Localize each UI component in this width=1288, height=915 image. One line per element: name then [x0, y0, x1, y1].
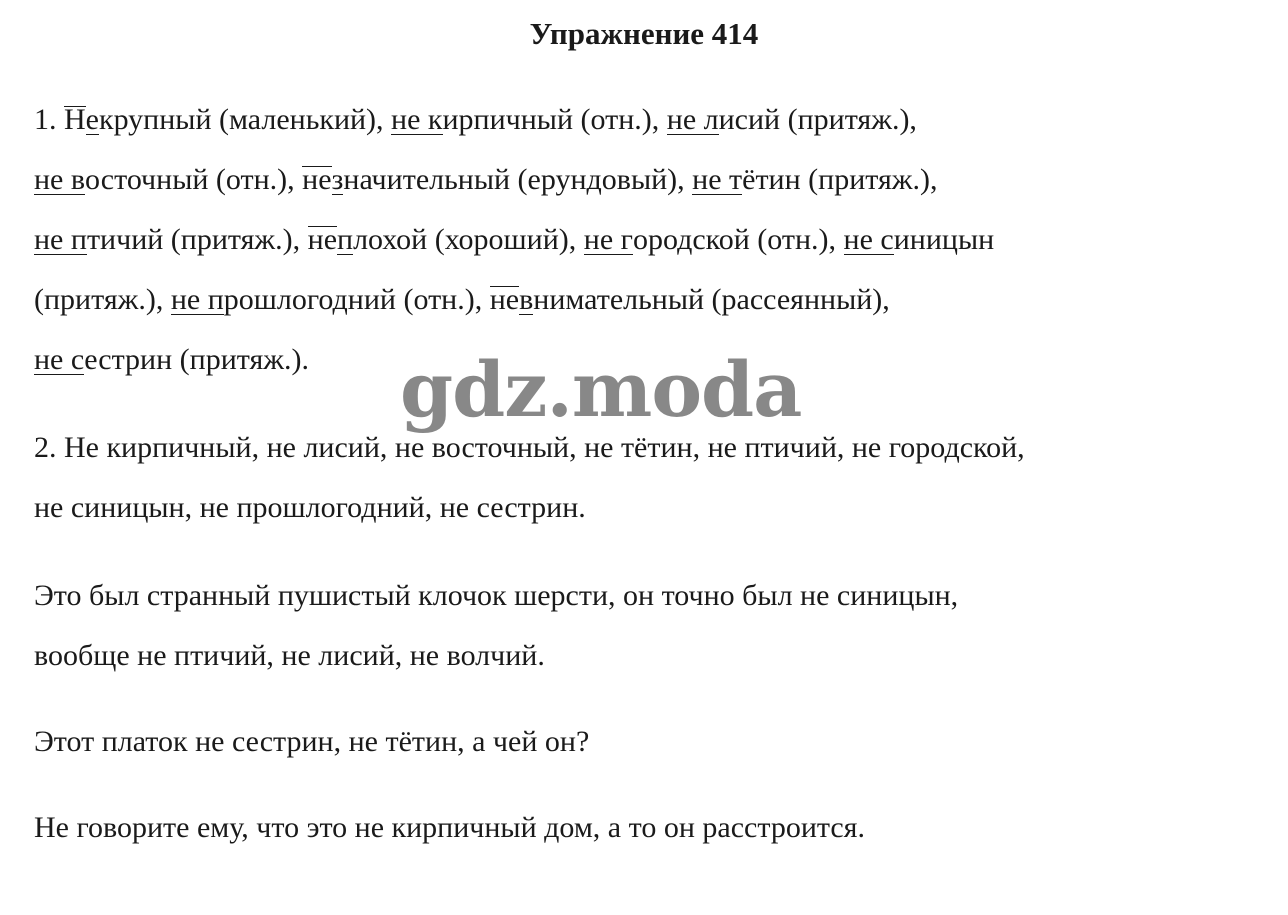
part1-line-4: [34, 280, 890, 320]
word-text: тичий (притяж.),: [86, 223, 308, 256]
part1-line-5: [34, 340, 309, 380]
part2-line-1: 2. Не кирпичный, не лисий, не восточный, не тётин, не птичий, не городской,: [34, 431, 1025, 464]
word-text: осточный (отн.),: [85, 163, 303, 196]
word-text: естрин (притяж.).: [84, 343, 309, 376]
separate-ne-mark: не к: [391, 100, 442, 140]
word-text: ётин (притяж.),: [742, 163, 938, 196]
separate-ne-mark: не л: [667, 100, 719, 140]
word-text: ородской (отн.),: [632, 223, 844, 256]
prefix-mark: не: [302, 160, 331, 200]
separate-ne-mark: не с: [844, 220, 894, 260]
separate-ne-mark: не т: [692, 160, 742, 200]
part1-line-3: [34, 220, 994, 260]
word-text: исий (притяж.),: [718, 103, 917, 136]
exercise-title: Упражнение 414: [529, 16, 759, 51]
part1-line-2: [34, 160, 938, 200]
sentence-1-line-2: вообще не птичий, не лисий, не волчий.: [34, 639, 545, 672]
part1-line-1: [34, 100, 917, 140]
prefix-mark: не: [308, 220, 337, 260]
prefix-mark: Н: [64, 100, 86, 140]
sentence-2: Этот платок не сестрин, не тётин, а чей он?: [34, 725, 590, 758]
item-number: 1.: [34, 103, 64, 136]
separate-ne-mark: не в: [34, 160, 85, 200]
word-text: крупный (маленький),: [99, 103, 392, 136]
watermark-logo: gdz.moda: [400, 345, 802, 434]
root-mark: е: [86, 100, 99, 140]
word-text: иницын: [893, 223, 995, 256]
root-mark: з: [332, 160, 344, 200]
word-text: лохой (хороший),: [353, 223, 584, 256]
part2-line-2: не синицын, не прошлогодний, не сестрин.: [34, 491, 586, 524]
word-text: ирпичный (отн.),: [442, 103, 667, 136]
word-text: нимательный (рассеянный),: [533, 283, 890, 316]
separate-ne-mark: не г: [584, 220, 633, 260]
word-text: (притяж.),: [34, 283, 171, 316]
separate-ne-mark: не п: [34, 220, 87, 260]
word-text: рошлогодний (отн.),: [223, 283, 490, 316]
word-text: начительный (ерундовый),: [343, 163, 693, 196]
separate-ne-mark: не с: [34, 340, 84, 380]
sentence-1-line-1: Это был странный пушистый клочок шерсти, он точно был не синицын,: [34, 579, 959, 612]
sentence-3: Не говорите ему, что это не кирпичный дом, а то он расстроится.: [34, 811, 865, 844]
root-mark: п: [337, 220, 353, 260]
separate-ne-mark: не п: [171, 280, 224, 320]
root-mark: в: [519, 280, 533, 320]
prefix-mark: не: [490, 280, 519, 320]
